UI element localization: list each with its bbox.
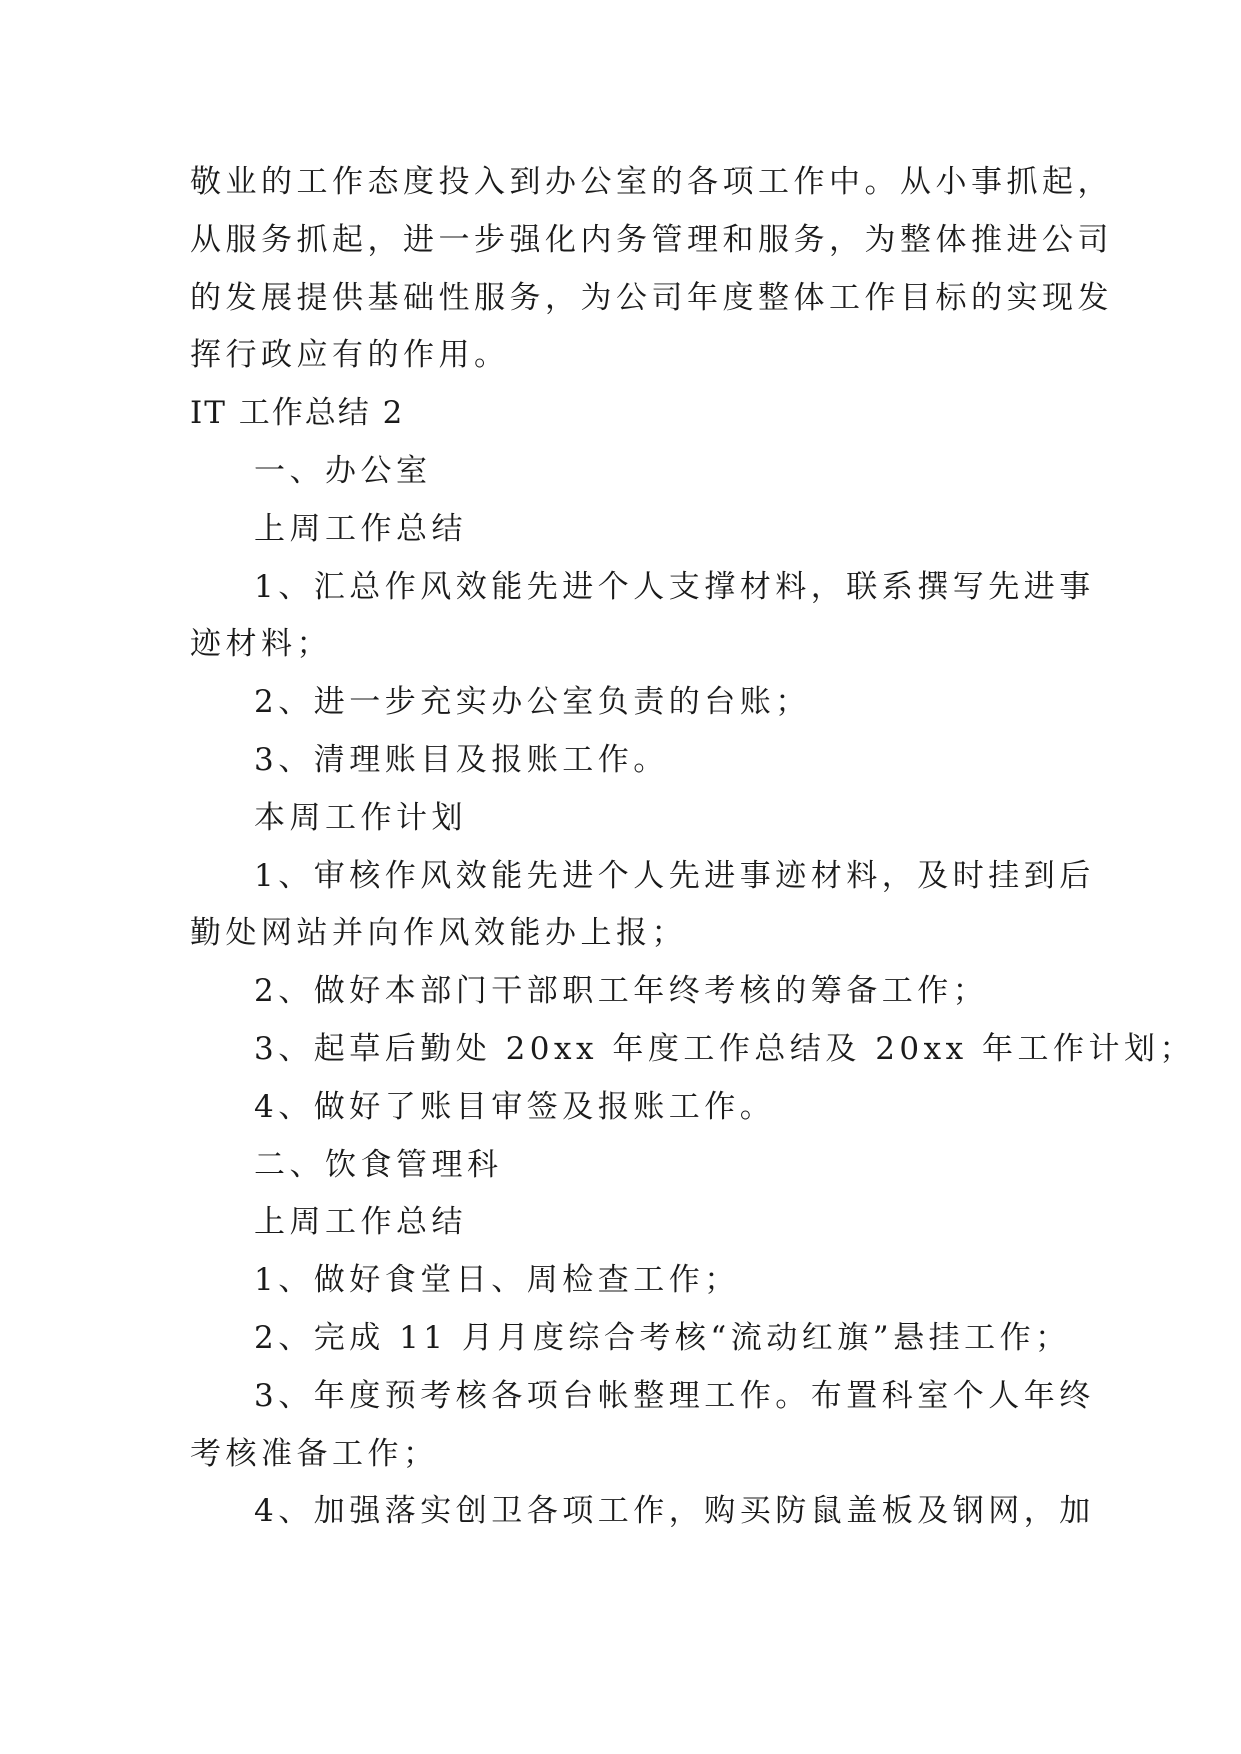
document-body — [190, 154, 1195, 1541]
list-item: 3、年度预考核各项台帐整理工作。布置科室个人年终 — [254, 1377, 1095, 1414]
subsection-heading: 本周工作计划 — [254, 799, 467, 836]
list-item-continuation: 考核准备工作； — [190, 1435, 439, 1472]
subsection-heading: 上周工作总结 — [254, 1204, 467, 1241]
subsection-heading: 二、饮食管理科 — [254, 1146, 503, 1183]
list-item: 2、做好本部门干部职工年终考核的筹备工作； — [254, 973, 989, 1010]
list-item: 1、汇总作风效能先进个人支撑材料，联系撰写先进事 — [254, 568, 1095, 605]
subsection-heading: 一、办公室 — [254, 452, 432, 489]
list-item: 3、清理账目及报账工作。 — [254, 741, 669, 778]
paragraph-line: 挥行政应有的作用。 — [190, 337, 510, 374]
list-item-continuation: 迹材料； — [190, 626, 332, 663]
list-item: 3、起草后勤处 20xx 年度工作总结及 20xx 年工作计划； — [254, 1030, 1195, 1067]
list-item: 4、加强落实创卫各项工作，购买防鼠盖板及钢网，加 — [254, 1493, 1095, 1530]
list-item: 1、审核作风效能先进个人先进事迹材料，及时挂到后 — [254, 857, 1095, 894]
paragraph-line: 从服务抓起，进一步强化内务管理和服务，为整体推进公司 — [190, 221, 1113, 258]
list-item: 2、进一步充实办公室负责的台账； — [254, 684, 811, 721]
section-title: IT 工作总结 2 — [190, 395, 405, 432]
list-item-continuation: 勤处网站并向作风效能办上报； — [190, 915, 687, 952]
list-item: 1、做好食堂日、周检查工作； — [254, 1262, 740, 1299]
list-item: 4、做好了账目审签及报账工作。 — [254, 1088, 776, 1125]
paragraph-line: 敬业的工作态度投入到办公室的各项工作中。从小事抓起， — [190, 164, 1113, 200]
list-item: 2、完成 11 月月度综合考核“流动红旗”悬挂工作； — [254, 1319, 1071, 1356]
subsection-heading: 上周工作总结 — [254, 510, 467, 547]
paragraph-line: 的发展提供基础性服务，为公司年度整体工作目标的实现发 — [190, 279, 1113, 316]
